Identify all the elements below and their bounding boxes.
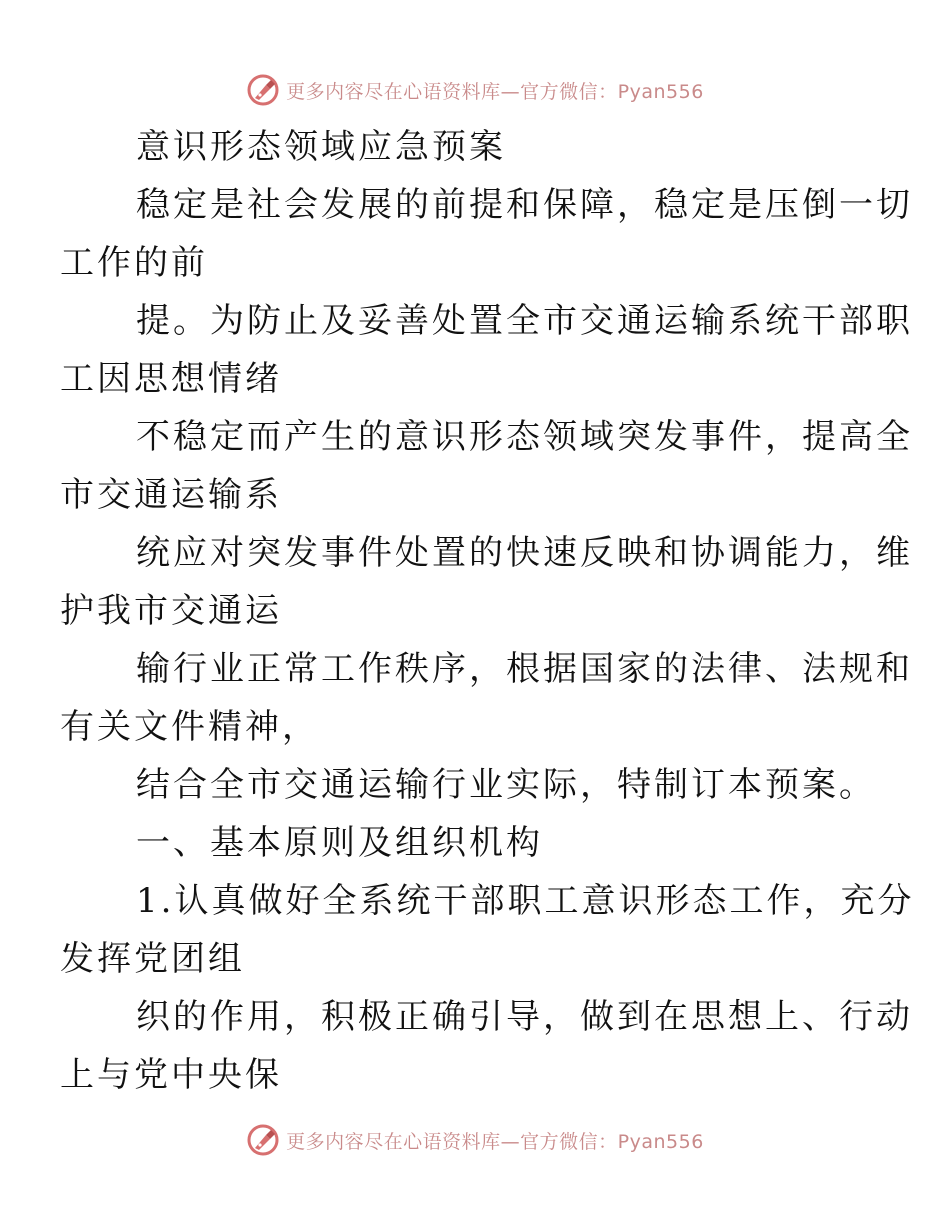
- line-first: 输行业正常工作秩序，根据国家的法律、法规和: [136, 649, 913, 689]
- line-continuation: 上与党中央保: [60, 1055, 282, 1095]
- line-first: 提。为防止及妥善处置全市交通运输系统干部职: [136, 301, 913, 341]
- line-first: 统应对突发事件处置的快速反映和协调能力，维: [136, 533, 913, 573]
- paragraph-line: [0, 756, 950, 814]
- paragraph-line: [0, 872, 950, 988]
- paragraph-line: [0, 988, 950, 1104]
- line-continuation: 工作的前: [60, 243, 208, 283]
- line-first: 不稳定而产生的意识形态领域突发事件，提高全: [136, 417, 913, 457]
- line-first: 1.认真做好全系统干部职工意识形态工作，充分: [136, 881, 915, 921]
- footer-banner-text[interactable]: 更多内容尽在心语资料库—官方微信：Pyan556: [286, 1130, 704, 1153]
- line-continuation: 市交通运输系: [60, 475, 282, 515]
- header-banner-text[interactable]: 更多内容尽在心语资料库—官方微信：Pyan556: [286, 80, 704, 103]
- line-first: 结合全市交通运输行业实际，特制订本预案。: [136, 765, 876, 805]
- section-heading: [0, 814, 950, 872]
- line-continuation: 护我市交通运: [60, 591, 282, 631]
- paragraph-line: [0, 640, 950, 756]
- paragraph-line: [0, 292, 950, 408]
- document-title: 意识形态领域应急预案: [136, 127, 506, 167]
- line-first: 一、基本原则及组织机构: [136, 823, 543, 863]
- paragraph-line: [0, 176, 950, 292]
- line-first: 稳定是社会发展的前提和保障，稳定是压倒一切: [136, 185, 913, 225]
- pen-nib-logo-icon: [246, 1123, 280, 1157]
- header-banner: [0, 70, 950, 110]
- line-continuation: 工因思想情绪: [60, 359, 282, 399]
- footer-banner: [0, 1120, 950, 1160]
- pen-nib-logo-icon: [246, 73, 280, 107]
- line-continuation: 有关文件精神，: [60, 707, 319, 747]
- paragraph-line: [0, 408, 950, 524]
- document-body: [0, 118, 950, 1104]
- line-continuation: 发挥党团组: [60, 939, 245, 979]
- line-first: 织的作用，积极正确引导，做到在思想上、行动: [136, 997, 913, 1037]
- paragraph-line: [0, 524, 950, 640]
